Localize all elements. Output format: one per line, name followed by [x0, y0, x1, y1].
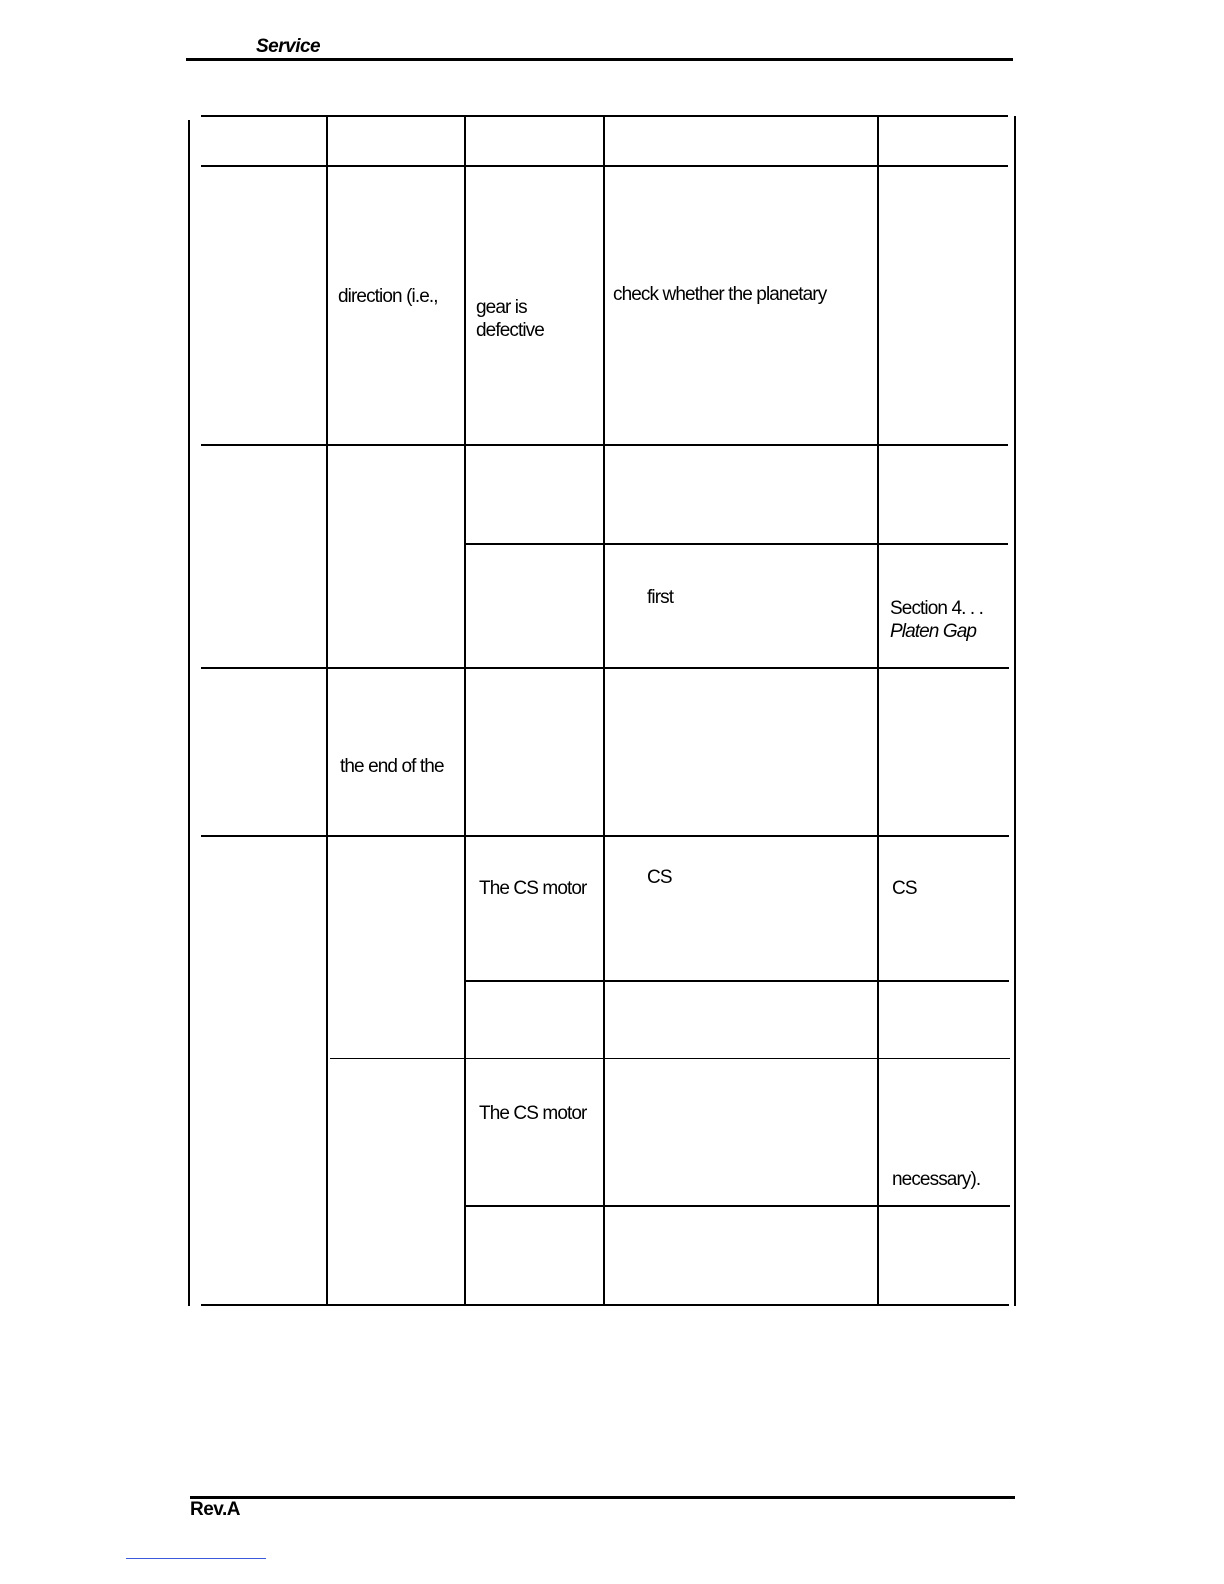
row2-sub-rule [466, 543, 1008, 545]
column-divider-3 [603, 117, 605, 1305]
row1-cause-text-2: defective [476, 320, 544, 341]
row1-symptom-text: direction (i.e., [338, 286, 438, 307]
row4-solution-a-text: CS [892, 878, 917, 899]
link-underline [126, 1558, 266, 1559]
table-left-border [188, 120, 190, 1306]
column-divider-4 [877, 117, 879, 1305]
table-header-rule [201, 165, 1008, 167]
row4-cause-b-text: The CS motor [479, 1103, 587, 1124]
row4-sub-rule-3 [466, 1205, 1010, 1207]
table-top-rule [201, 115, 1008, 117]
row4-sub-rule-2 [330, 1058, 1010, 1059]
row1-cause-text-1: gear is [476, 297, 527, 318]
footer-revision: Rev.A [190, 1499, 240, 1520]
row4-check-a-text: CS [647, 867, 672, 888]
column-divider-2 [464, 117, 466, 1305]
row3-symptom-text: the end of the [340, 756, 444, 777]
row1-bottom-rule [201, 444, 1008, 446]
header-rule [186, 58, 1013, 61]
page-header-title: Service [256, 36, 321, 57]
row2-check-text: first [647, 587, 674, 608]
table-right-border [1014, 116, 1016, 1306]
column-divider-1 [326, 117, 328, 1304]
row2-solution-text-2: Platen Gap [890, 621, 977, 642]
row2-bottom-rule [201, 667, 1009, 669]
row2-solution-text-1: Section 4. . . [890, 598, 984, 619]
row4-solution-b-text: necessary). [892, 1169, 981, 1190]
footer-rule [190, 1496, 1015, 1499]
row4-cause-a-text: The CS motor [479, 878, 587, 899]
row1-check-text: check whether the planetary [613, 284, 827, 305]
table-bottom-rule [201, 1304, 1009, 1306]
row3-bottom-rule [201, 835, 1009, 837]
row4-sub-rule-1 [466, 980, 1009, 982]
